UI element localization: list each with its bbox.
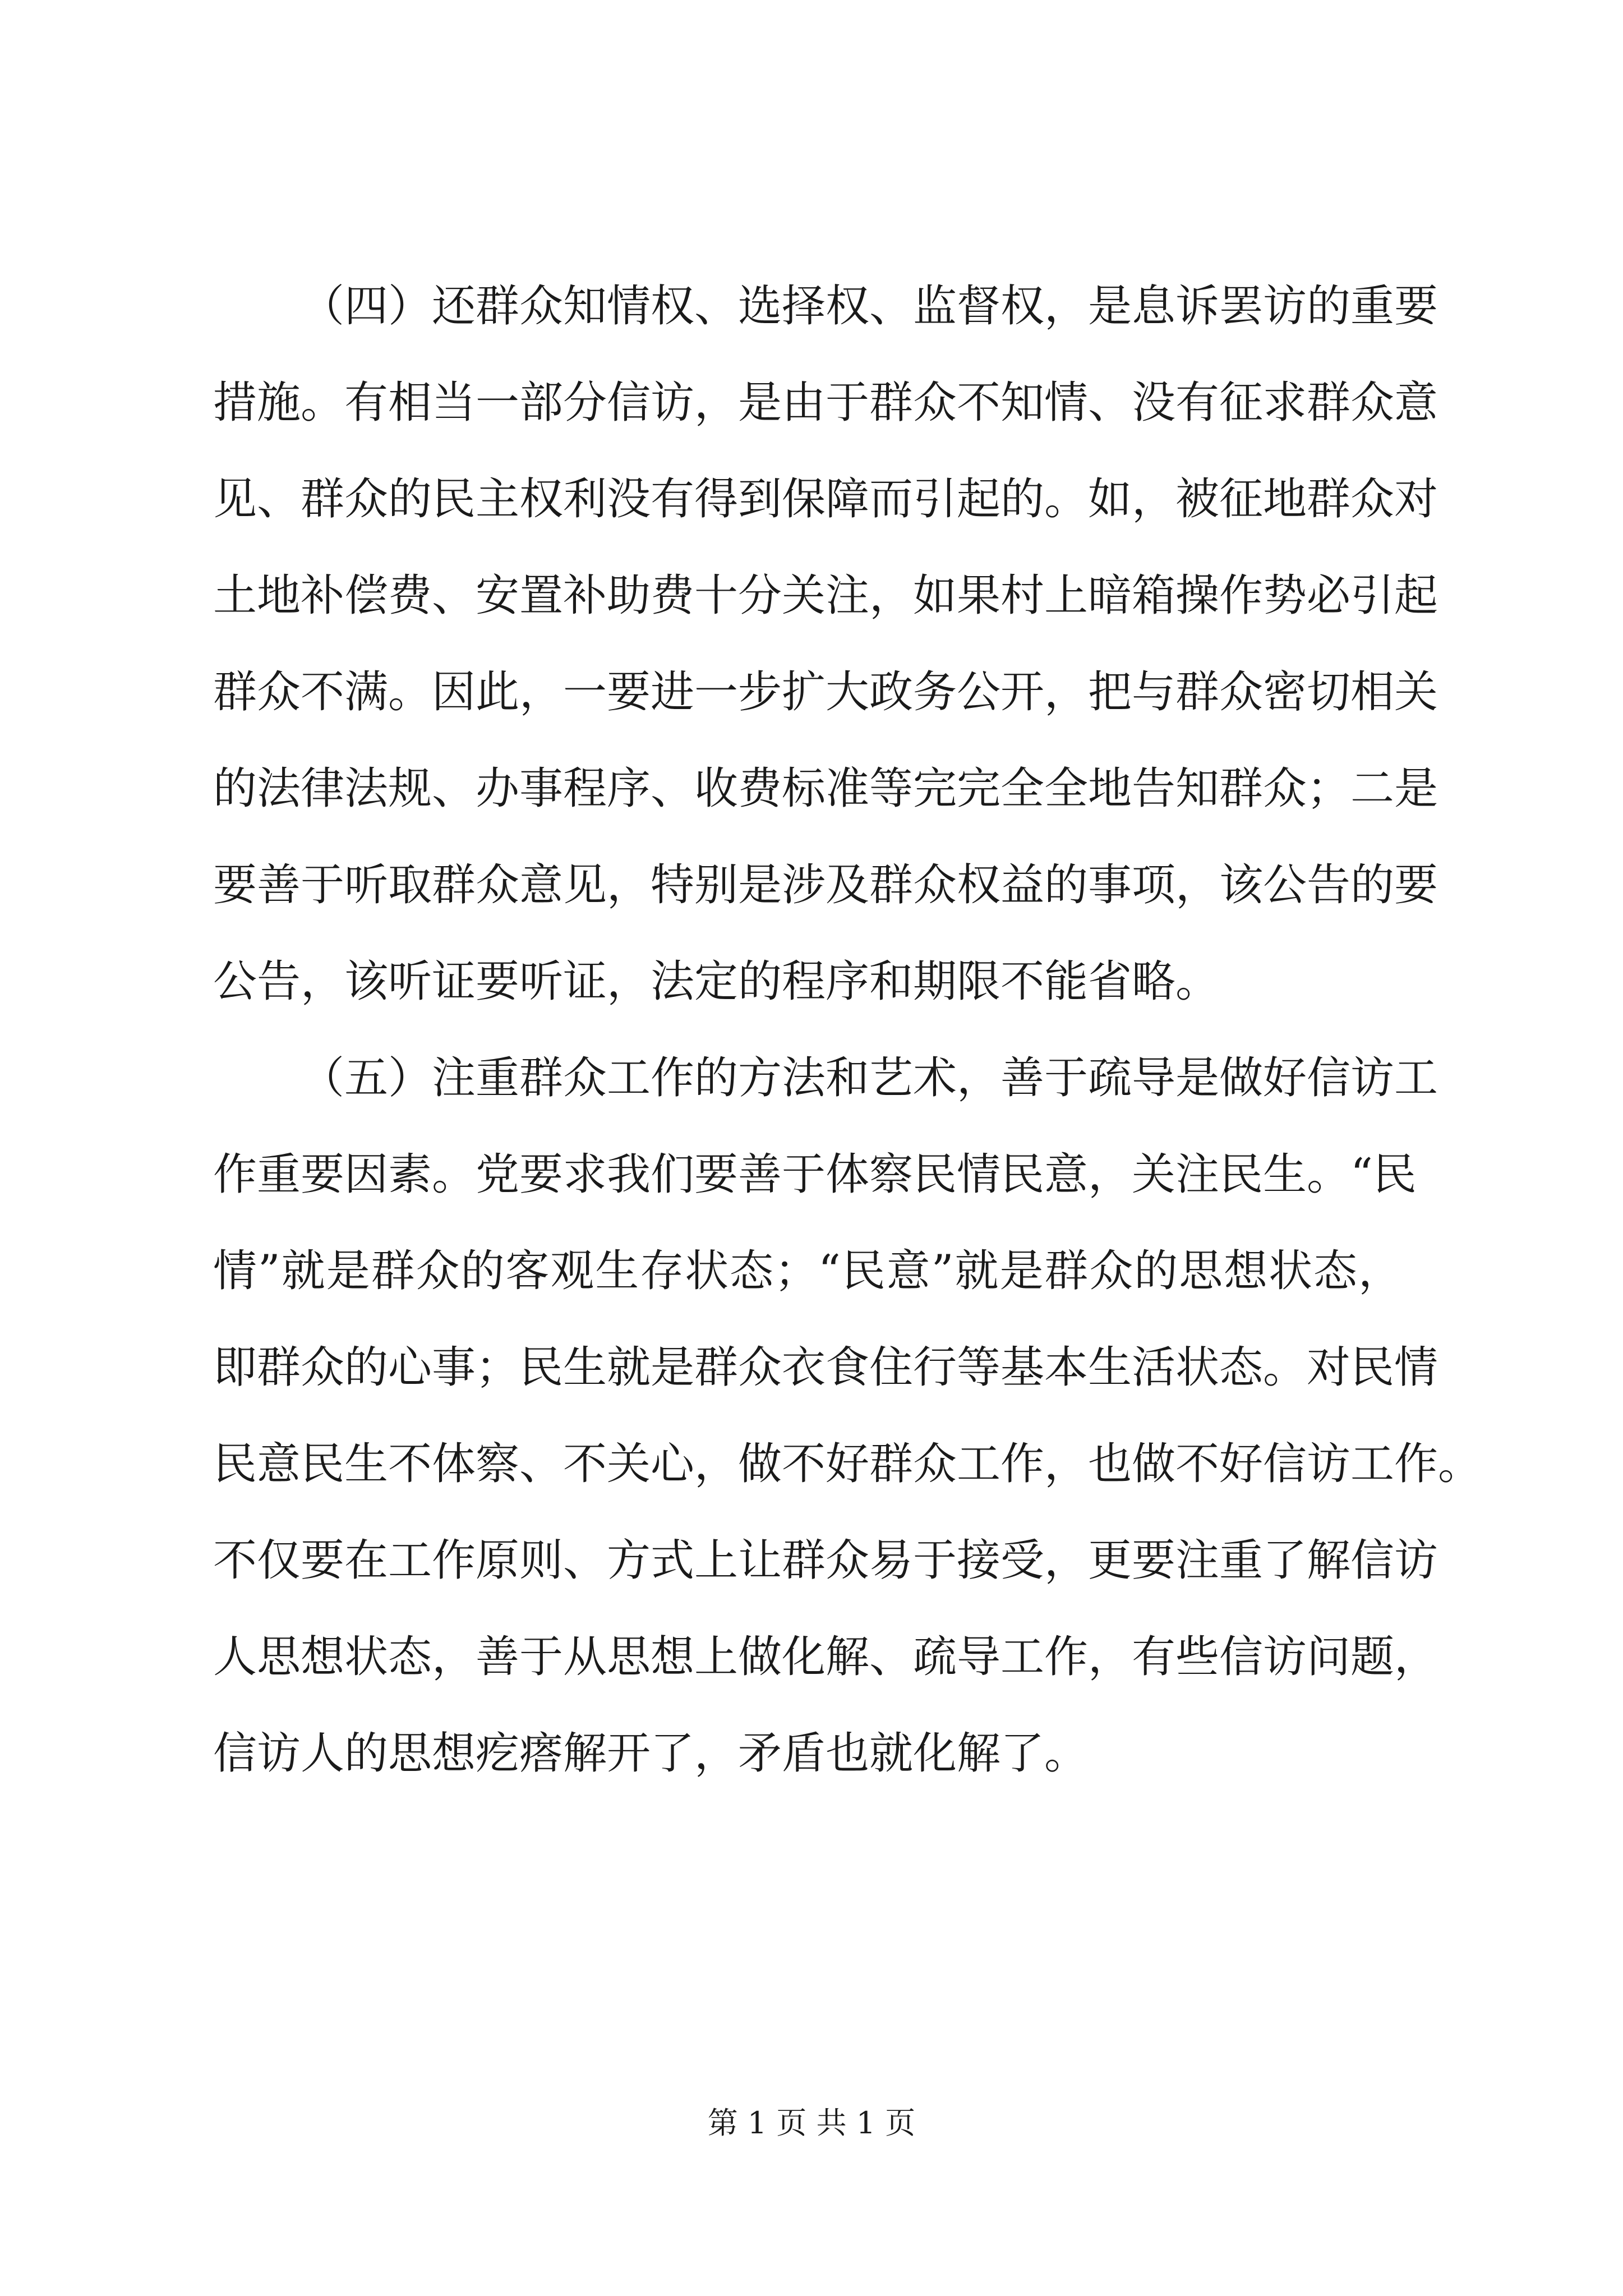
paragraph-line: 人思想状态，善于从思想上做化解、疏导工作，有些信访问题， bbox=[213, 1632, 1438, 1682]
paragraph-line: 措施。有相当一部分信访，是由于群众不知情、没有征求群众意 bbox=[213, 378, 1438, 428]
paragraph-line: （四）还群众知情权、选择权、监督权，是息诉罢访的重要 bbox=[301, 281, 1438, 332]
paragraph-line: 不仅要在工作原则、方式上让群众易于接受，更要注重了解信访 bbox=[213, 1535, 1438, 1586]
paragraph-line: 见、群众的民主权利没有得到保障而引起的。如，被征地群众对 bbox=[213, 474, 1438, 524]
paragraph-line: 的法律法规、办事程序、收费标准等完完全全地告知群众；二是 bbox=[213, 763, 1438, 814]
paragraph-4 bbox=[213, 258, 1438, 1030]
page-number-footer: 第 1 页 共 1 页 bbox=[707, 2105, 916, 2141]
paragraph-line: （五）注重群众工作的方法和艺术，善于疏导是做好信访工 bbox=[301, 1053, 1438, 1103]
paragraph-5 bbox=[213, 1030, 1482, 1802]
paragraph-line: 情”就是群众的客观生存状态；“民意”就是群众的思想状态， bbox=[213, 1246, 1402, 1296]
paragraph-line: 群众不满。因此，一要进一步扩大政务公开，把与群众密切相关 bbox=[213, 667, 1438, 717]
paragraph-line: 公告，该听证要听证，法定的程序和期限不能省略。 bbox=[213, 956, 1220, 1007]
paragraph-line: 即群众的心事；民生就是群众衣食住行等基本生活状态。对民情 bbox=[213, 1342, 1438, 1393]
paragraph-line: 信访人的思想疙瘩解开了，矛盾也就化解了。 bbox=[213, 1728, 1089, 1779]
paragraph-line: 民意民生不体察、不关心，做不好群众工作，也做不好信访工作。 bbox=[213, 1439, 1482, 1489]
paragraph-line: 要善于听取群众意见，特别是涉及群众权益的事项，该公告的要 bbox=[213, 860, 1438, 910]
paragraph-line: 作重要因素。党要求我们要善于体察民情民意，关注民生。“民 bbox=[213, 1149, 1417, 1200]
paragraph-line: 土地补偿费、安置补助费十分关注，如果村上暗箱操作势必引起 bbox=[213, 570, 1438, 621]
document-body bbox=[213, 258, 1482, 1802]
